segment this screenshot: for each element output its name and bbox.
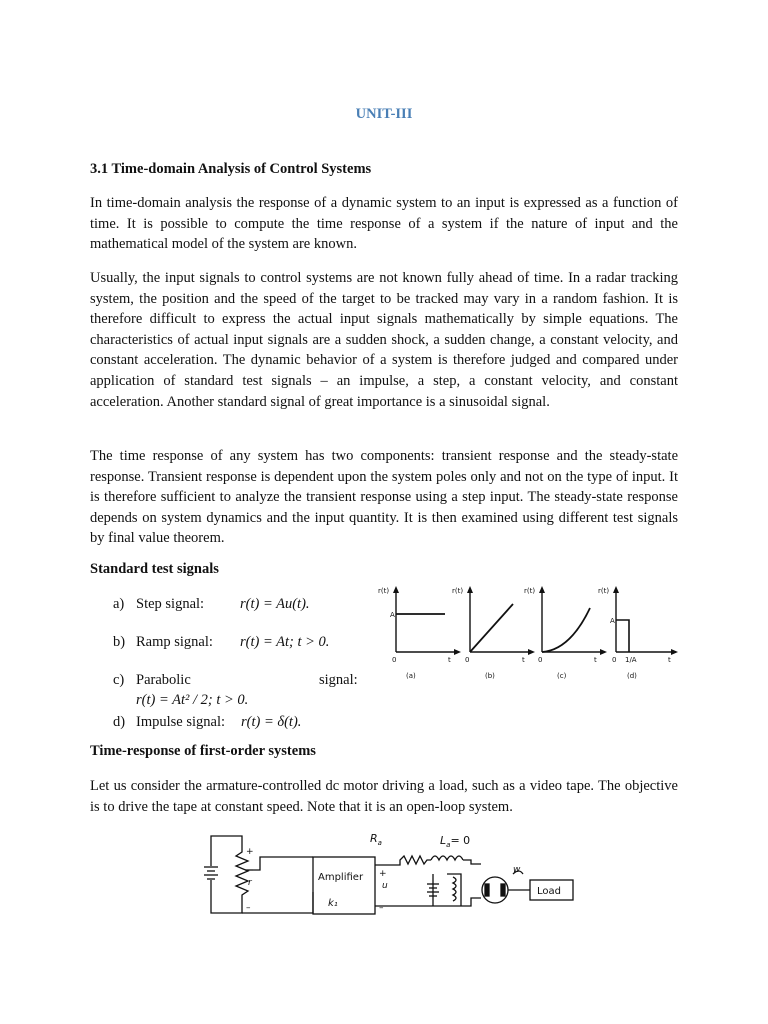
field-coil [453, 877, 456, 901]
plot-b-axis-label: r(t) [452, 587, 464, 595]
plot-b-caption: (b) [485, 672, 495, 680]
paragraph-input-signals: Usually, the input signals to control systems are not known fully ahead of time. In a radar tracking system, the position and the speed of the target to be tracked may vary in a random fashion. It is therefore difficult to express the actual input signals mathematically by simple equations. The characteristics of actual input signals are a sudden shock, a sudden change, a constant velocity, and constant acceleration. The dynamic behavior of a system is therefore judged and compared under application of standard test signals – an impulse, a step, a constant velocity, and constant acceleration. Another standard signal of great importance is a sinusoidal signal. [90, 270, 678, 410]
resistor-label: $R_a$ [370, 832, 382, 847]
plus-sign-input: + [246, 847, 254, 857]
section-heading: 3.1 Time-domain Analysis of Control Systems [90, 161, 372, 177]
plot-d-impulse-pulse [616, 620, 629, 652]
plot-a-origin-label: 0 [392, 656, 397, 664]
formula-parabolic: r(t) = At² / 2; t > 0. [136, 692, 249, 708]
motor-brush-right [501, 884, 505, 896]
inductor-label: $L_a= 0$ [440, 834, 471, 849]
list-marker-d: d) [113, 714, 126, 730]
minus-sign-output: – [379, 903, 384, 913]
paragraph-dc-motor: Let us consider the armature-controlled dc motor driving a load, such as a video tape. The objective is to drive the tape at constant speed. Note that it is an open-loop system. [90, 778, 678, 815]
formula-impulse: r(t) = δ(t). [241, 714, 302, 730]
plus-sign-output: + [379, 869, 387, 879]
paragraph-time-response: The time response of any system has two components: transient response and the steady-state response. Transient response is dependent upon the system poles only and not on the type of input. It is therefore sufficient to analyze the transient response using a step input. The steady-state response depends on system dynamics and the input quantity. It is then examined using different test signals by final value theorem. [90, 448, 678, 547]
amplifier-gain: k₁ [328, 898, 338, 909]
list-name-parabolic: Parabolic [136, 672, 191, 688]
plot-c-axis-label: r(t) [524, 587, 536, 595]
plot-a-amplitude-label: A [390, 611, 395, 619]
plot-a-time-label: t [448, 656, 451, 664]
list-name-impulse: Impulse signal: [136, 714, 226, 730]
load-label: Load [537, 886, 561, 897]
plot-d-origin-label: 0 [612, 656, 617, 664]
plot-a-caption: (a) [406, 672, 416, 680]
input-r-label: r [248, 878, 252, 888]
wire-source-top [211, 836, 242, 866]
armature-inductor [431, 856, 463, 860]
test-signal-plots [372, 580, 678, 684]
minus-sign-input: – [246, 903, 251, 913]
amplifier-box [313, 857, 375, 914]
armature-resistor [375, 856, 431, 865]
motor-brush-left [485, 884, 489, 896]
wire-wiper-to-amp [253, 857, 313, 870]
list-marker-c: c) [113, 672, 125, 688]
plot-b-time-label: t [522, 656, 525, 664]
plot-d-caption: (d) [627, 672, 637, 680]
plot-b-origin-label: 0 [465, 656, 470, 664]
list-marker-a: a) [113, 596, 125, 612]
amplifier-label: Amplifier [318, 872, 364, 883]
list-name-step: Step signal: [136, 596, 205, 612]
plot-d-width-label: 1/A [625, 656, 637, 664]
plot-c-time-label: t [594, 656, 597, 664]
plot-a-axis-label: r(t) [378, 587, 390, 595]
first-order-heading: Time-response of first-order systems [90, 743, 316, 759]
plot-d-axis-label: r(t) [598, 587, 610, 595]
formula-ramp: r(t) = At; t > 0. [240, 634, 330, 650]
plot-c-parabola-curve [542, 608, 590, 652]
plot-arrowheads [393, 586, 678, 655]
list-name-ramp: Ramp signal: [136, 634, 213, 650]
test-signals-heading: Standard test signals [90, 561, 219, 577]
unit-title: UNIT-III [355, 106, 413, 122]
plot-c-origin-label: 0 [538, 656, 543, 664]
wire-to-motor-bottom [375, 898, 481, 906]
formula-step: r(t) = Au(t). [240, 596, 310, 612]
wire-to-motor-top [463, 860, 481, 864]
wire-bottom-to-amp [242, 892, 313, 913]
list-name-parabolic-tail: signal: [319, 672, 358, 688]
plot-b-ramp-line [470, 604, 513, 652]
paragraph-intro: In time-domain analysis the response of a dynamic system to an input is expressed as a function of time. It is possible to compute the time response of a system if the nature of input and the mathematical model of the system are known. [90, 195, 678, 253]
plot-d-time-label: t [668, 656, 671, 664]
list-marker-b: b) [113, 634, 126, 650]
voltage-u-label: u [382, 881, 388, 891]
speed-w-label: w [513, 865, 521, 875]
plot-c-caption: (c) [557, 672, 567, 680]
dc-motor-circuit [195, 830, 585, 920]
plot-d-amplitude-label: A [610, 617, 615, 625]
